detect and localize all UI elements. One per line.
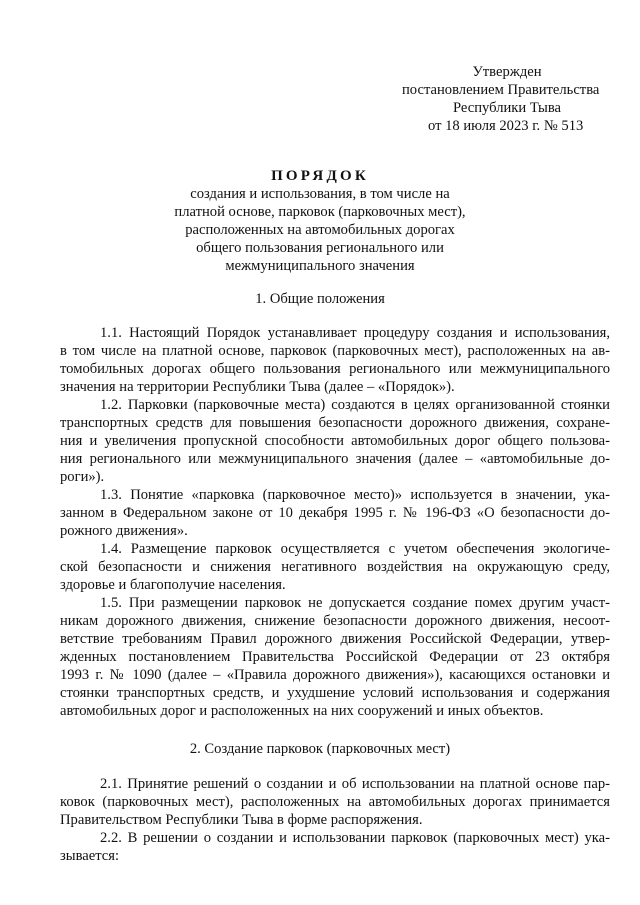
paragraph [60, 594, 610, 720]
subtitle-line: платной основе, парковок (парковочных мест), [174, 204, 466, 220]
paragraph [60, 775, 610, 829]
paragraph-line: ской безопасности и снижения негативного воздействия на окружающую среду, [60, 559, 610, 575]
paragraph-line: 1.1. Настоящий Порядок устанавливает процедуру создания и использования, [100, 325, 610, 341]
paragraph-line: 1.5. При размещении парковок не допускается создание помех другим участ- [100, 595, 610, 611]
paragraph-line: томобильных дорогах общего пользования регионального или межмуниципального [60, 361, 610, 377]
document-title: ПОРЯДОК [271, 168, 369, 184]
paragraph-line: ветствие требованиям Правил дорожного движения Российской Федерации, утвер- [60, 631, 610, 647]
paragraph-line: 1.3. Понятие «парковка (парковочное место)» используется в значении, ука- [100, 487, 610, 503]
paragraph-line: здоровье и благополучие населения. [60, 577, 286, 593]
paragraph-line: занном в Федеральном законе от 10 декабря 1995 г. № 196-ФЗ «О безопасности до- [60, 505, 610, 521]
approval-stamp [402, 63, 612, 135]
paragraph-line: ния регионального или межмуниципального значения (далее – «автомобильные до- [60, 451, 610, 467]
document-subtitle [0, 185, 640, 275]
subtitle-line: общего пользования регионального или [196, 240, 444, 256]
paragraph [60, 540, 610, 594]
paragraph-line: Правительством Республики Тыва в форме распоряжения. [60, 812, 423, 828]
paragraph-line: автомобильных дорог и расположенных на них сооружений и иных объектов. [60, 703, 544, 719]
approval-line: Утвержден [472, 64, 542, 80]
approval-line: от 18 июля 2023 г. № 513 [428, 118, 584, 134]
paragraph-line: в том числе на платной основе, парковок (парковочных мест), расположенных на ав- [60, 343, 610, 359]
paragraph-line: 1.4. Размещение парковок осуществляется с учетом обеспечения экологиче- [100, 541, 610, 557]
paragraph [60, 486, 610, 540]
paragraph-line: ния и увеличения пропускной способности автомобильных дорог общего пользова- [60, 433, 610, 449]
paragraph-line: 1.2. Парковки (парковочные места) создаются в целях организованной стоянки [100, 397, 610, 413]
paragraph-line: транспортных средств для повышения безопасности дорожного движения, сохране- [60, 415, 610, 431]
paragraph-line: ковок (парковочных мест), расположенных на автомобильных дорогах принимается [60, 794, 610, 810]
paragraph-line: роги»). [60, 469, 105, 485]
paragraph-line: значения на территории Республики Тыва (далее – «Порядок»). [60, 379, 455, 395]
paragraph-line: 1993 г. № 1090 (далее – «Правила дорожного движения»), касающихся остановки и [60, 667, 610, 683]
paragraph-line: зывается: [60, 848, 120, 864]
paragraph [60, 396, 610, 486]
paragraph-line: рожного движения». [60, 523, 188, 539]
paragraph-line: стоянки транспортных средств, и ухудшение условий использования и содержания [60, 685, 610, 701]
subtitle-line: межмуниципального значения [225, 258, 415, 274]
paragraph-line: жденных постановлением Правительства Российской Федерации от 23 октября [60, 649, 610, 665]
paragraph-line: 2.1. Принятие решений о создании и об использовании на платной основе пар- [100, 776, 610, 792]
section-heading: 1. Общие положения [255, 291, 385, 307]
subtitle-line: создания и использования, в том числе на [190, 186, 450, 202]
paragraph [60, 324, 610, 396]
paragraph-line: 2.2. В решении о создании и использовании парковок (парковочных мест) ука- [100, 830, 610, 846]
approval-line: Республики Тыва [452, 100, 562, 116]
section-heading: 2. Создание парковок (парковочных мест) [189, 741, 451, 757]
paragraph [60, 829, 610, 865]
subtitle-line: расположенных на автомобильных дорогах [185, 222, 455, 238]
approval-line: постановлением Правительства [402, 82, 600, 98]
paragraph-line: никам дорожного движения, снижение безопасности дорожного движения, несоот- [60, 613, 610, 629]
